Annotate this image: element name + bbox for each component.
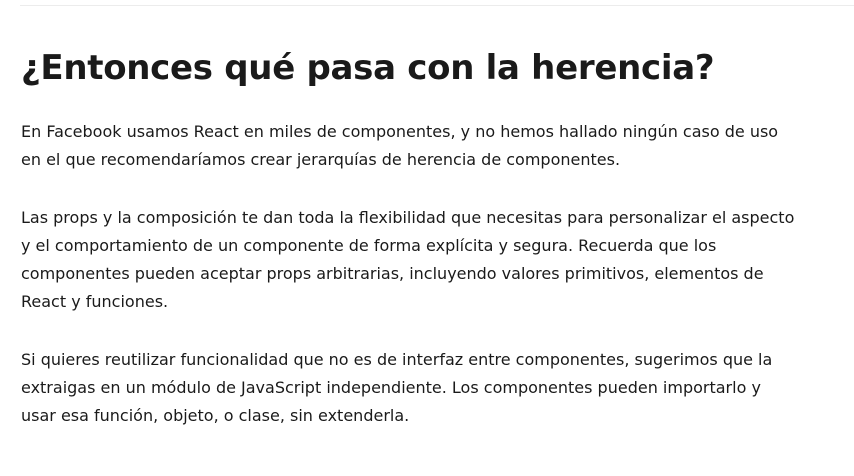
section-heading: ¿Entonces qué pasa con la herencia?	[21, 48, 715, 88]
paragraph-reuse-functionality	[21, 346, 773, 430]
paragraph-line: en el que recomendaríamos crear jerarquías de herencia de componentes.	[21, 150, 621, 169]
paragraph-line: usar esa función, objeto, o clase, sin extenderla.	[21, 406, 410, 425]
paragraph-line: React y funciones.	[21, 292, 169, 311]
paragraph-inheritance-usage	[21, 118, 779, 174]
top-divider	[20, 5, 854, 6]
paragraph-line: Las props y la composición te dan toda la flexibilidad que necesitas para personalizar el aspecto	[21, 208, 795, 227]
paragraph-line: componentes pueden aceptar props arbitrarias, incluyendo valores primitivos, elementos de	[21, 264, 764, 283]
paragraph-line: extraigas en un módulo de JavaScript independiente. Los componentes pueden importarlo y	[21, 378, 761, 397]
paragraph-line: En Facebook usamos React en miles de componentes, y no hemos hallado ningún caso de uso	[21, 122, 779, 141]
paragraph-line: Si quieres reutilizar funcionalidad que no es de interfaz entre componentes, sugerimos que la	[21, 350, 773, 369]
paragraph-line: y el comportamiento de un componente de forma explícita y segura. Recuerda que los	[21, 236, 717, 255]
paragraph-props-composition	[21, 204, 795, 316]
